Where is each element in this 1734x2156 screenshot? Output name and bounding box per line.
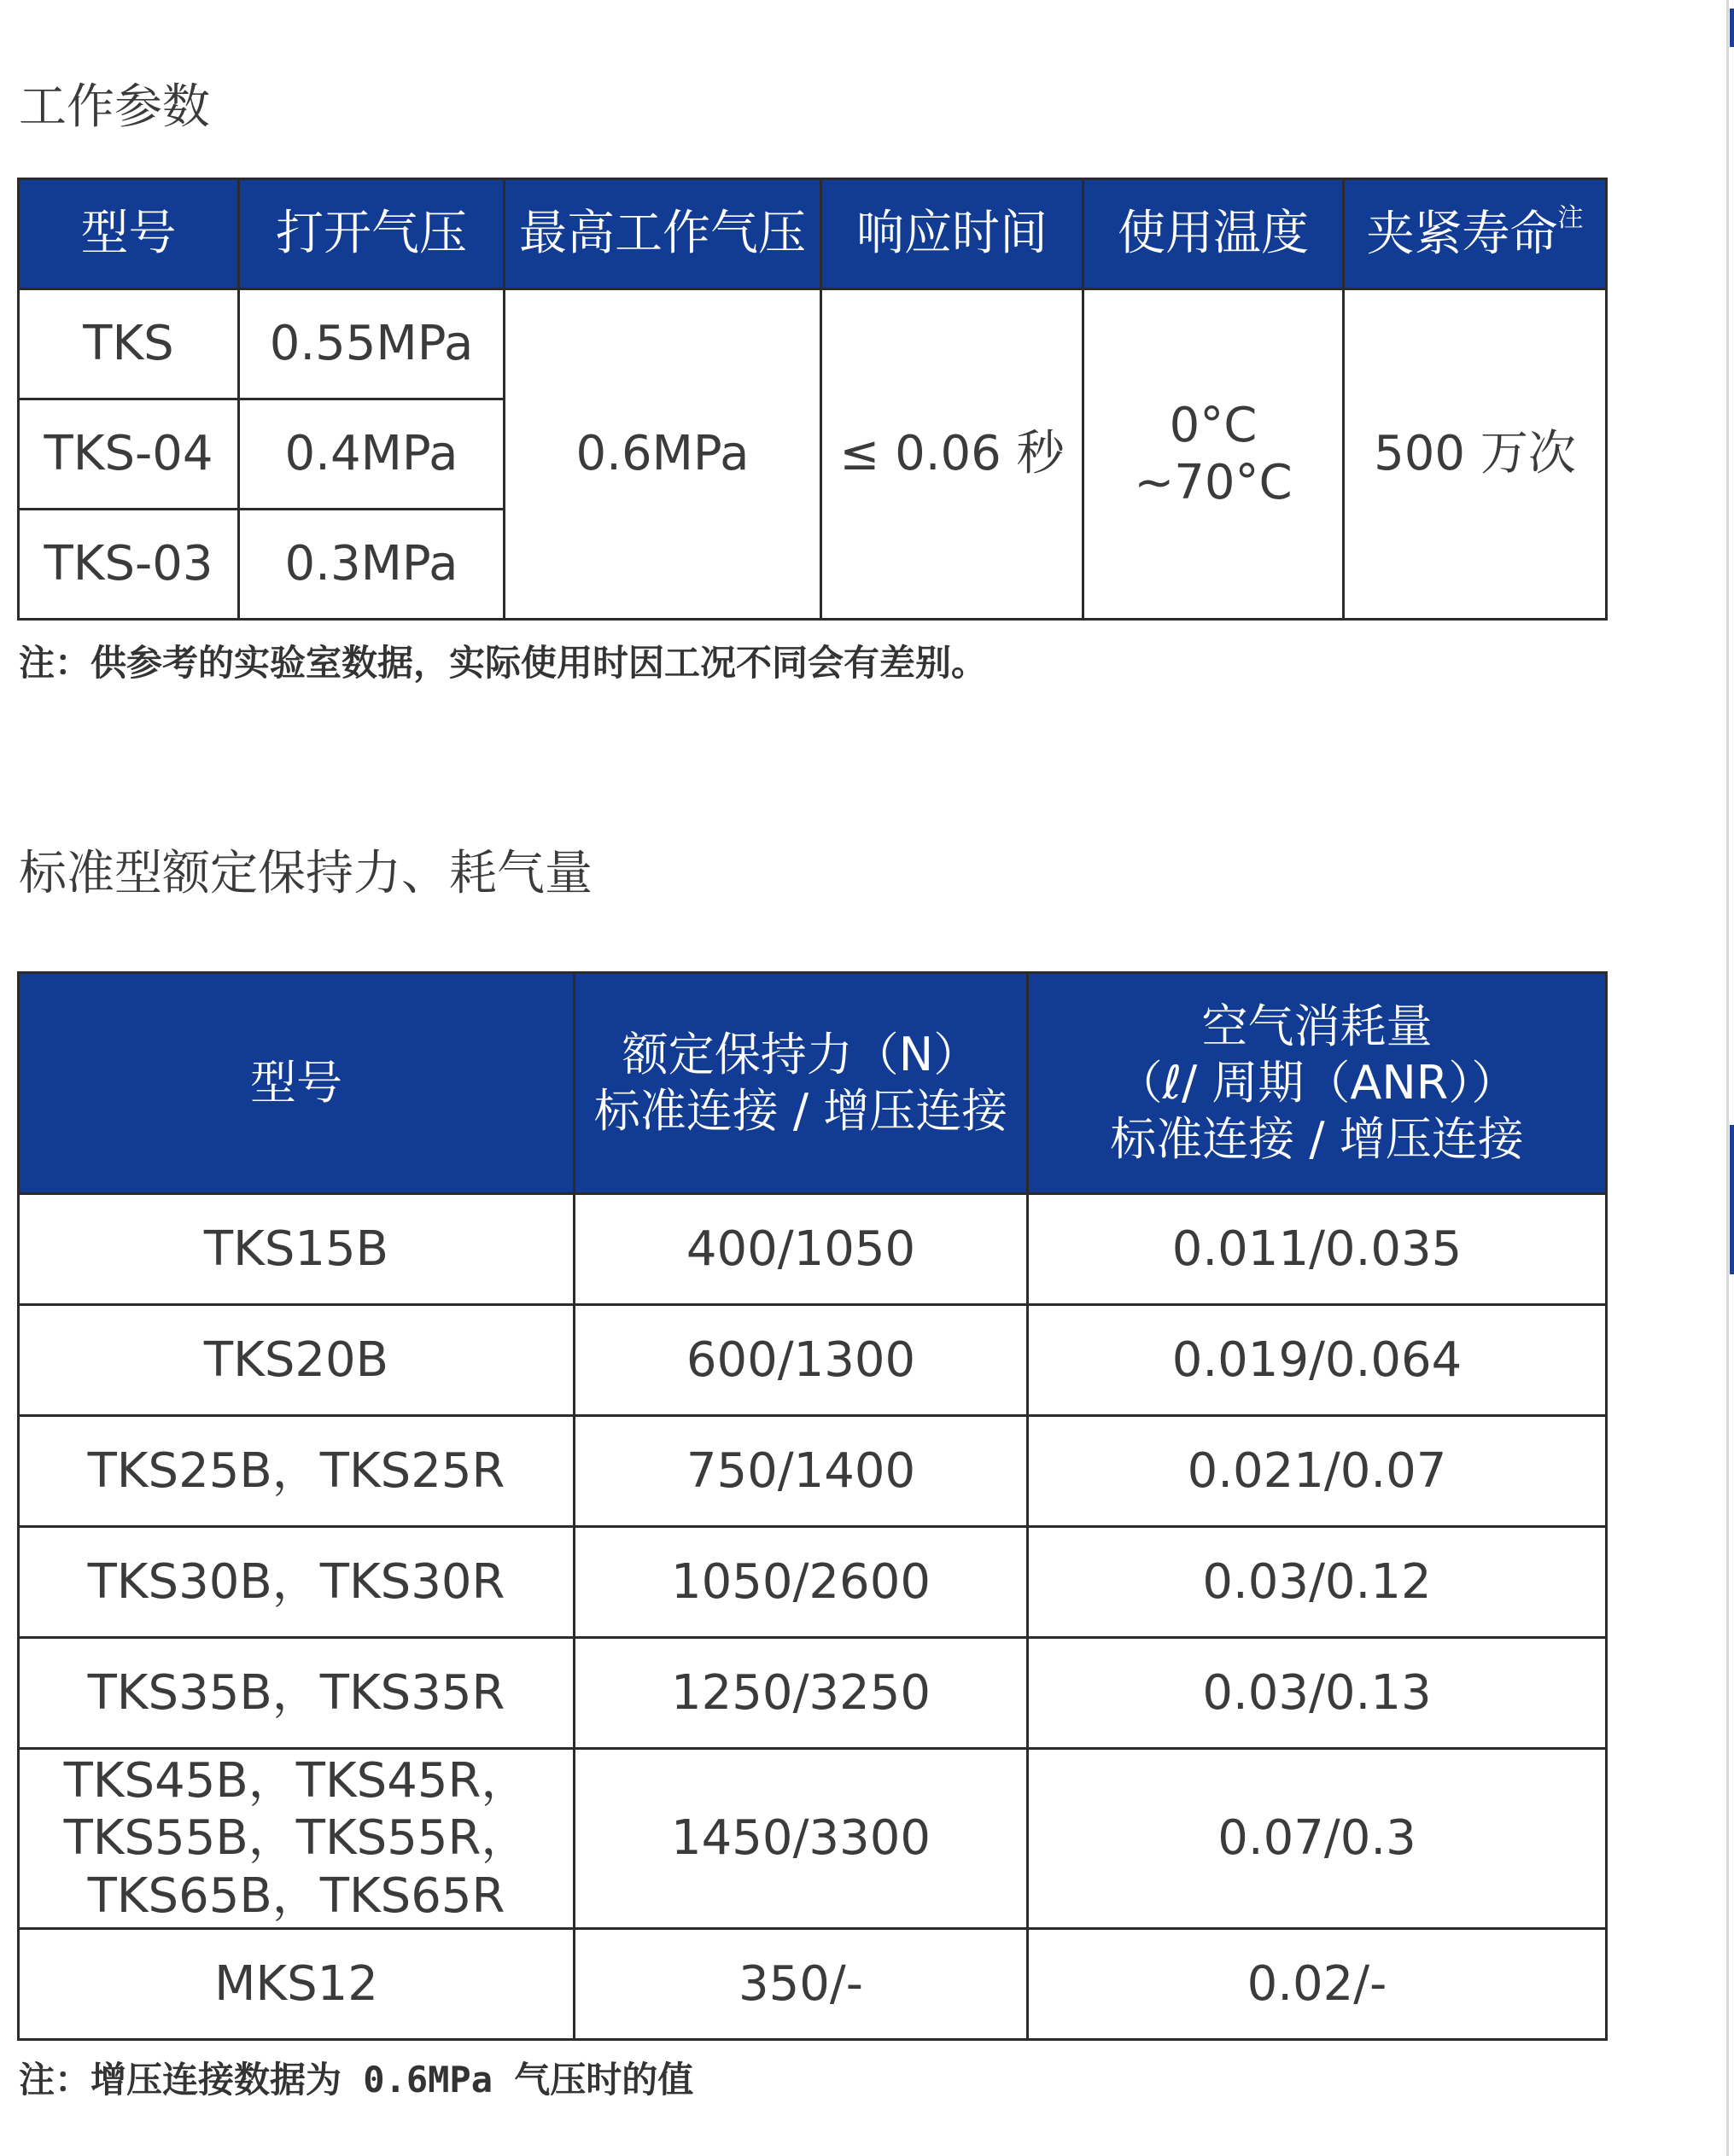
- cell-holding-force: 350/-: [575, 1929, 1028, 2040]
- table-header-row: [19, 973, 1607, 1194]
- cell-open-pressure: 0.4MPa: [239, 399, 505, 510]
- page-edge-marker-middle: [1730, 1125, 1734, 1274]
- header-model: 型号: [19, 973, 575, 1194]
- header-clamp-life: [1344, 179, 1607, 289]
- cell-holding-force: 1450/3300: [575, 1749, 1028, 1929]
- cell-model: TKS15B: [19, 1194, 575, 1305]
- header-open-pressure: 打开气压: [239, 179, 505, 289]
- header-clamp-life-label: 夹紧寿命: [1366, 207, 1558, 263]
- table-row: [19, 1416, 1607, 1527]
- table-row: [19, 1929, 1607, 2040]
- header-temperature: 使用温度: [1083, 179, 1344, 289]
- cell-open-pressure: 0.3MPa: [239, 510, 505, 620]
- cell-air-consumption: 0.02/-: [1028, 1929, 1607, 2040]
- cell-model: TKS30B，TKS30R: [19, 1527, 575, 1638]
- table-header-row: [19, 179, 1607, 289]
- cell-model-line: TKS45B，TKS45R，: [63, 1753, 529, 1809]
- header-air-consumption-line1: 空气消耗量: [1201, 999, 1433, 1054]
- cell-model: MKS12: [19, 1929, 575, 2040]
- header-holding-force-line1: 额定保持力（N）: [622, 1028, 980, 1082]
- table-row: [19, 1194, 1607, 1305]
- cell-model: [19, 1749, 575, 1929]
- page-edge-line: [1726, 0, 1729, 2156]
- cell-air-consumption: 0.03/0.12: [1028, 1527, 1607, 1638]
- table-row: [19, 1749, 1607, 1929]
- header-model: 型号: [19, 179, 239, 289]
- cell-model: TKS20B: [19, 1305, 575, 1416]
- cell-holding-force: 750/1400: [575, 1416, 1028, 1527]
- table-row: [19, 1527, 1607, 1638]
- cell-holding-force: 1050/2600: [575, 1527, 1028, 1638]
- cell-model: TKS25B，TKS25R: [19, 1416, 575, 1527]
- header-response-time: 响应时间: [821, 179, 1083, 289]
- cell-temperature: 0°C ~70°C: [1083, 289, 1344, 620]
- cell-max-pressure: 0.6MPa: [505, 289, 821, 620]
- header-max-pressure: 最高工作气压: [505, 179, 821, 289]
- cell-open-pressure: 0.55MPa: [239, 289, 505, 399]
- holding-force-table: [17, 971, 1608, 2041]
- cell-model-line: TKS55B，TKS55R，: [63, 1810, 529, 1867]
- section-title-holding-force: 标准型额定保持力、耗气量: [19, 846, 593, 901]
- cell-holding-force: 400/1050: [575, 1194, 1028, 1305]
- table-row: [19, 1305, 1607, 1416]
- cell-model-line: TKS65B，TKS65R: [87, 1868, 505, 1924]
- table-row: [19, 289, 1607, 399]
- cell-air-consumption: 0.021/0.07: [1028, 1416, 1607, 1527]
- cell-air-consumption: 0.07/0.3: [1028, 1749, 1607, 1929]
- header-holding-force: [575, 973, 1028, 1194]
- cell-holding-force: 1250/3250: [575, 1638, 1028, 1749]
- cell-model: TKS-04: [19, 399, 239, 510]
- cell-model: TKS35B，TKS35R: [19, 1638, 575, 1749]
- work-params-note: 注：供参考的实验室数据，实际使用时因工况不同会有差别。: [19, 642, 988, 684]
- header-air-consumption: [1028, 973, 1607, 1194]
- cell-air-consumption: 0.03/0.13: [1028, 1638, 1607, 1749]
- cell-response-time: ≤ 0.06 秒: [821, 289, 1083, 620]
- page-edge-marker-top: [1730, 9, 1734, 47]
- header-note-marker: 注: [1557, 203, 1584, 234]
- table-row: [19, 1638, 1607, 1749]
- section-title-work-params: 工作参数: [19, 79, 210, 135]
- header-air-consumption-line2: （ℓ/ 周期（ANR））: [1116, 1056, 1518, 1110]
- holding-force-note: 注：增压连接数据为 0.6MPa 气压时的值: [19, 2059, 694, 2101]
- cell-holding-force: 600/1300: [575, 1305, 1028, 1416]
- cell-clamp-life: 500 万次: [1344, 289, 1607, 620]
- header-holding-force-line2: 标准连接 / 增压连接: [593, 1084, 1008, 1138]
- header-air-consumption-line3: 标准连接 / 增压连接: [1110, 1111, 1524, 1166]
- cell-air-consumption: 0.011/0.035: [1028, 1194, 1607, 1305]
- work-params-table: [17, 178, 1608, 621]
- cell-model: TKS-03: [19, 510, 239, 620]
- cell-air-consumption: 0.019/0.064: [1028, 1305, 1607, 1416]
- cell-model: TKS: [19, 289, 239, 399]
